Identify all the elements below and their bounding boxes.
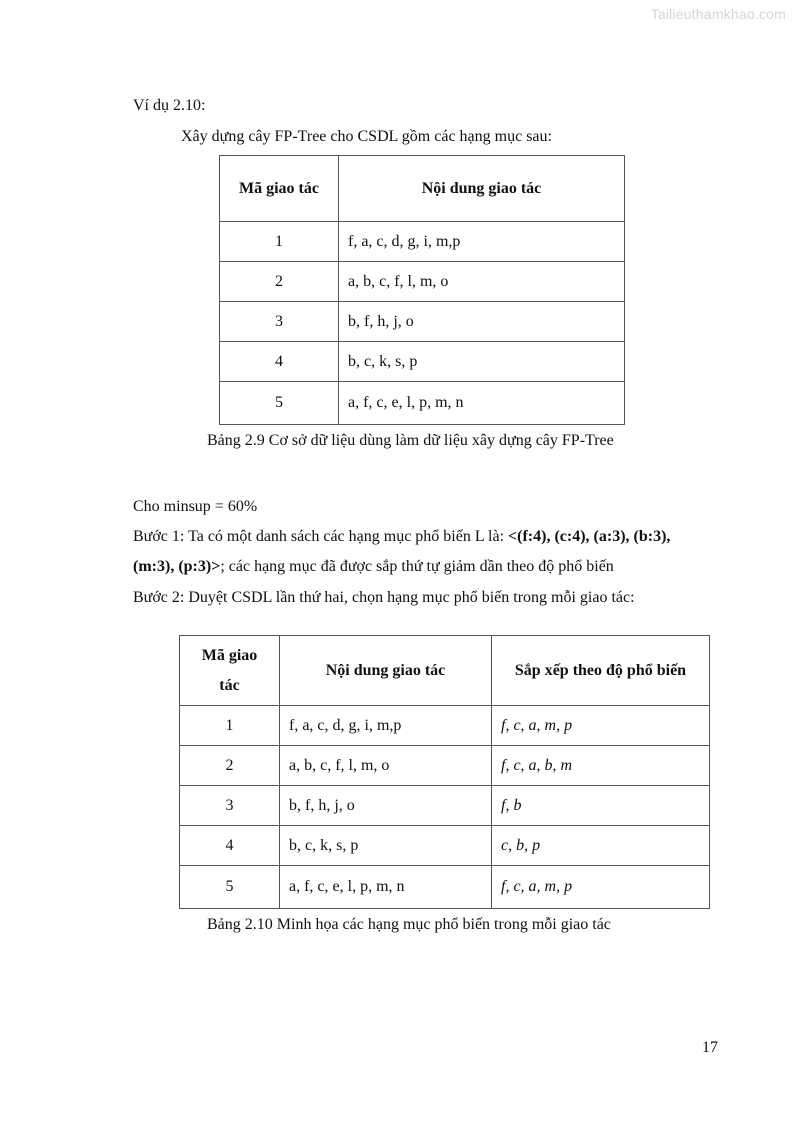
header-id-line1: Mã giao <box>201 646 258 664</box>
cell-id: 2 <box>220 262 339 302</box>
minsup-text: Cho minsup = 60% <box>133 498 258 515</box>
table-row <box>180 826 710 866</box>
cell-content: f, a, c, d, g, i, m,p <box>280 706 492 746</box>
table-row <box>220 222 625 262</box>
table-row <box>180 706 710 746</box>
cell-content: b, c, k, s, p <box>280 826 492 866</box>
watermark: Tailieuthamkhao.com <box>650 6 786 22</box>
step1-suffix: ; các hạng mục đã được sắp thứ tự giảm dần theo độ phổ biến <box>220 558 614 575</box>
table-row <box>220 302 625 342</box>
cell-content: a, b, c, f, l, m, o <box>339 262 625 302</box>
header-transaction-content: Nội dung giao tác <box>339 156 625 222</box>
step2-text: Bước 2: Duyệt CSDL lần thứ hai, chọn hạng mục phổ biến trong mỗi giao tác: <box>133 589 635 606</box>
table-row <box>220 262 625 302</box>
cell-content: a, f, c, e, l, p, m, n <box>280 866 492 909</box>
table-header-row <box>220 156 625 222</box>
transactions-table <box>219 155 625 425</box>
header-transaction-content: Nội dung giao tác <box>280 636 492 706</box>
cell-content: b, f, h, j, o <box>280 786 492 826</box>
cell-content: f, a, c, d, g, i, m,p <box>339 222 625 262</box>
cell-content: b, f, h, j, o <box>339 302 625 342</box>
cell-content: b, c, k, s, p <box>339 342 625 382</box>
cell-id: 4 <box>220 342 339 382</box>
cell-id: 3 <box>180 786 280 826</box>
cell-sorted: f, c, a, m, p <box>492 866 710 909</box>
cell-id: 5 <box>180 866 280 909</box>
cell-sorted: f, c, a, b, m <box>492 746 710 786</box>
cell-id: 3 <box>220 302 339 342</box>
table-row <box>180 746 710 786</box>
cell-id: 1 <box>180 706 280 746</box>
frequent-list-part1: <(f:4), (c:4), (a:3), (b:3), <box>508 528 671 545</box>
cell-sorted: f, c, a, m, p <box>492 706 710 746</box>
page-number: 17 <box>702 1039 718 1056</box>
table-header-row <box>180 636 710 706</box>
table2-caption: Bảng 2.10 Minh họa các hạng mục phổ biến trong mỗi giao tác <box>207 916 611 933</box>
cell-id: 1 <box>220 222 339 262</box>
sorted-transactions-table <box>179 635 710 909</box>
step1-line2 <box>133 557 614 577</box>
step1-line1 <box>133 527 670 547</box>
table-row <box>220 342 625 382</box>
cell-content: a, b, c, f, l, m, o <box>280 746 492 786</box>
table-row <box>220 382 625 425</box>
header-transaction-id <box>180 636 280 706</box>
frequent-list-part2: (m:3), (p:3)> <box>133 558 221 575</box>
table-row <box>180 786 710 826</box>
header-id-line2: tác <box>219 676 240 694</box>
cell-sorted: c, b, p <box>492 826 710 866</box>
example-title: Ví dụ 2.10: <box>133 97 206 114</box>
cell-id: 2 <box>180 746 280 786</box>
header-sorted-by-frequency: Sắp xếp theo độ phổ biến <box>492 636 710 706</box>
cell-id: 5 <box>220 382 339 425</box>
intro-text: Xây dựng cây FP-Tree cho CSDL gồm các hạng mục sau: <box>181 128 552 145</box>
cell-sorted: f, b <box>492 786 710 826</box>
header-transaction-id: Mã giao tác <box>220 156 339 222</box>
step1-prefix: Bước 1: Ta có một danh sách các hạng mục phổ biến L là: <box>133 528 509 545</box>
table1-caption: Bảng 2.9 Cơ sở dữ liệu dùng làm dữ liệu xây dựng cây FP-Tree <box>207 432 614 449</box>
table-row <box>180 866 710 909</box>
cell-content: a, f, c, e, l, p, m, n <box>339 382 625 425</box>
cell-id: 4 <box>180 826 280 866</box>
